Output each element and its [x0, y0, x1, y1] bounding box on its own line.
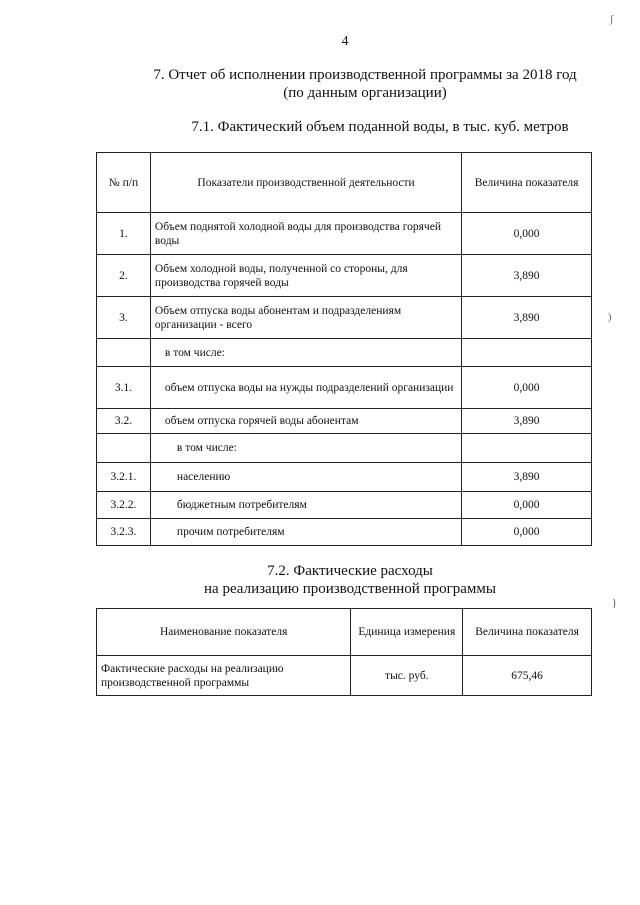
table-row [97, 434, 592, 463]
row-name: Объем отпуска воды абонентам и подразделениям организации - всего [150, 297, 461, 339]
table-row [97, 492, 592, 519]
row-value: 3,890 [462, 297, 592, 339]
row-number [97, 434, 151, 463]
row-number: 3. [97, 297, 151, 339]
table-row [97, 519, 592, 546]
row-value [462, 339, 592, 367]
table-header-row [97, 609, 592, 656]
column-header-number: № п/п [97, 153, 151, 213]
row-name: объем отпуска горячей воды абонентам [150, 409, 461, 434]
row-number: 3.2.2. [97, 492, 151, 519]
row-name: Фактические расходы на реализацию производственной программы [97, 656, 351, 696]
row-value: 3,890 [462, 409, 592, 434]
section-7-1-title: 7.1. Фактический объем поданной воды, в тыс. куб. метров [191, 119, 569, 135]
table-row [97, 409, 592, 434]
row-name: бюджетным потребителям [150, 492, 461, 519]
column-header-value: Величина показателя [463, 609, 592, 656]
column-header-indicator: Показатели производственной деятельности [150, 153, 461, 213]
table-header-row [97, 153, 592, 213]
row-value: 0,000 [462, 367, 592, 409]
section-7-2-heading [150, 562, 550, 598]
column-header-unit: Единица измерения [351, 609, 463, 656]
table-row [97, 297, 592, 339]
table-row [97, 339, 592, 367]
row-number: 3.1. [97, 367, 151, 409]
row-value: 3,890 [462, 255, 592, 297]
scan-speck: ) [608, 312, 612, 323]
section-7-2-subtitle: на реализацию производственной программы [204, 581, 496, 597]
row-value [462, 434, 592, 463]
water-volume-table [96, 152, 592, 546]
table-row [97, 213, 592, 255]
row-name: Объем холодной воды, полученной со стороны, для производства горячей воды [150, 255, 461, 297]
row-number: 3.2. [97, 409, 151, 434]
row-name: прочим потребителям [150, 519, 461, 546]
column-header-indicator-name: Наименование показателя [97, 609, 351, 656]
row-value: 0,000 [462, 519, 592, 546]
row-number: 1. [97, 213, 151, 255]
scan-speck: ʃ [610, 14, 614, 25]
row-name: населению [150, 463, 461, 492]
section-7-title: 7. Отчет об исполнении производственной программы за 2018 год [153, 67, 577, 83]
row-name: в том числе: [150, 434, 461, 463]
expenses-table [96, 608, 592, 696]
row-value: 3,890 [462, 463, 592, 492]
table-row [97, 656, 592, 696]
row-value: 675,46 [463, 656, 592, 696]
table-row [97, 367, 592, 409]
table-row [97, 255, 592, 297]
row-unit: тыс. руб. [351, 656, 463, 696]
section-7-heading [130, 66, 600, 102]
scan-speck: } [612, 598, 617, 609]
table-row [97, 463, 592, 492]
row-name: в том числе: [150, 339, 461, 367]
row-name: объем отпуска воды на нужды подразделений организации [150, 367, 461, 409]
row-name: Объем поднятой холодной воды для производства горячей воды [150, 213, 461, 255]
row-value: 0,000 [462, 213, 592, 255]
row-number: 2. [97, 255, 151, 297]
page-number: 4 [341, 34, 349, 49]
row-number: 3.2.3. [97, 519, 151, 546]
section-7-2-title: 7.2. Фактические расходы [267, 563, 433, 579]
row-number [97, 339, 151, 367]
column-header-value: Величина показателя [462, 153, 592, 213]
row-number: 3.2.1. [97, 463, 151, 492]
section-7-subtitle: (по данным организации) [283, 85, 447, 101]
row-value: 0,000 [462, 492, 592, 519]
